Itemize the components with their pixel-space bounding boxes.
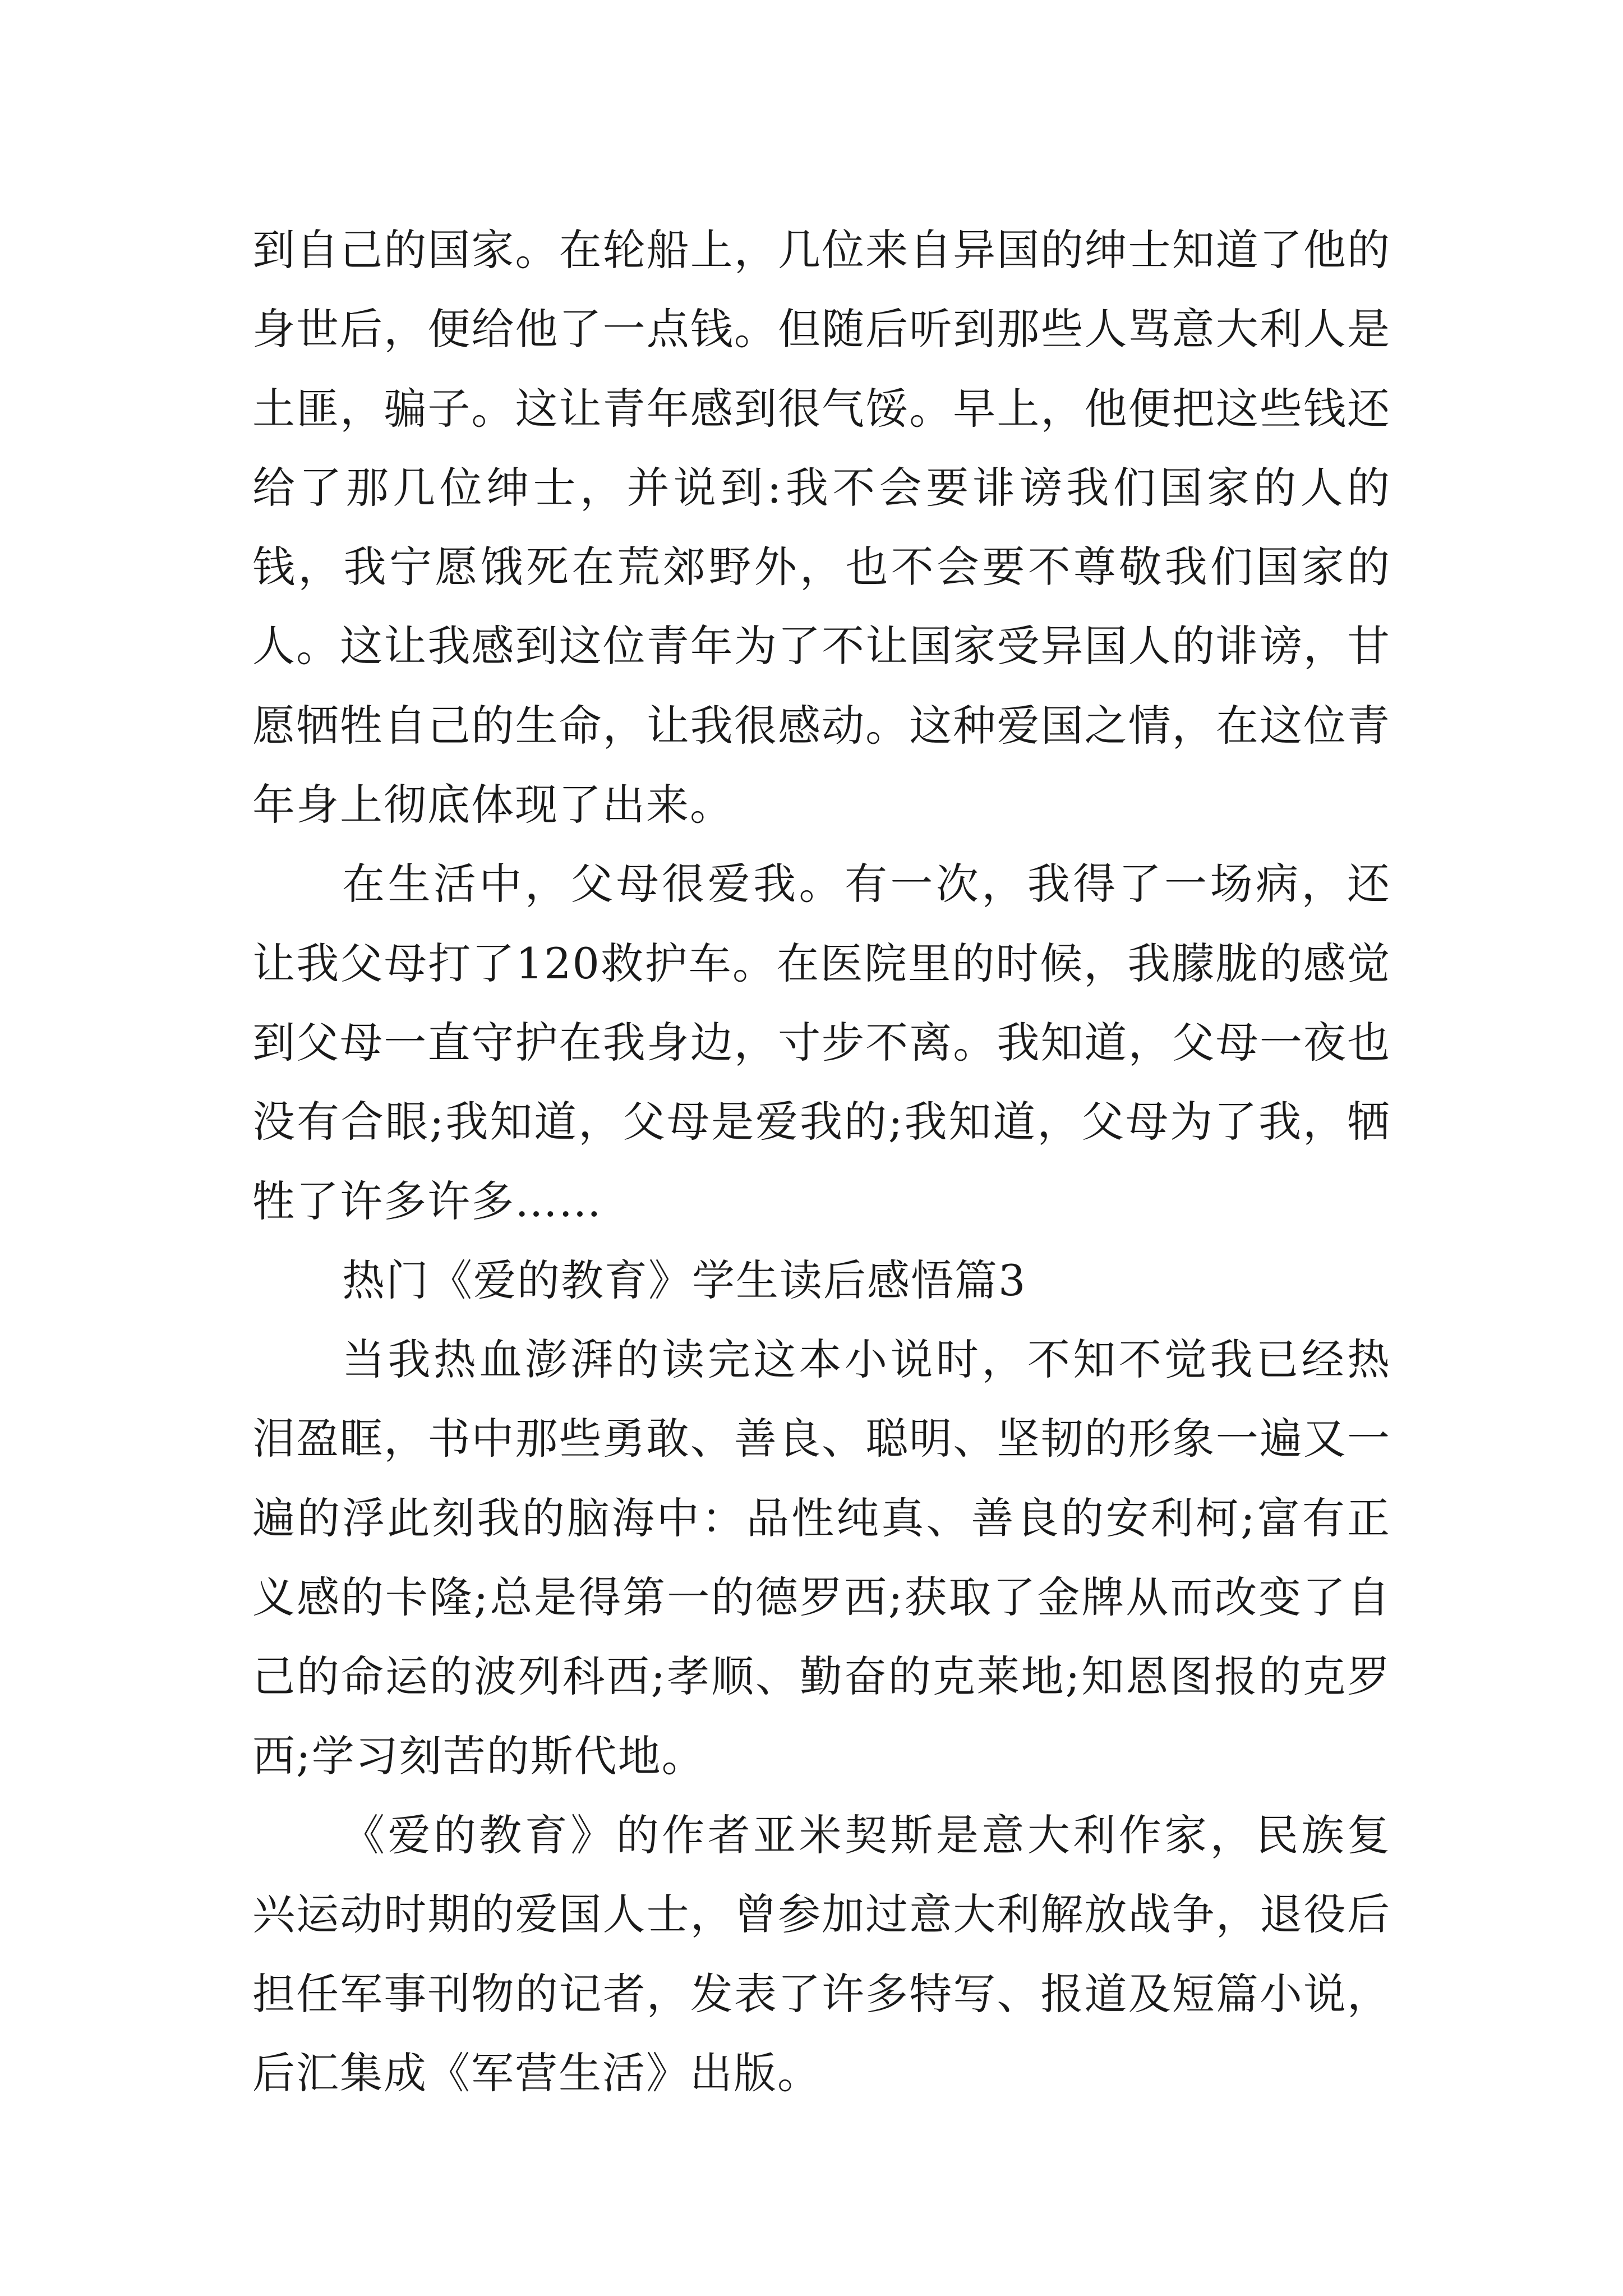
section-heading: 热门《爱的教育》学生读后感悟篇3 xyxy=(342,1255,1027,1305)
body-paragraph: 当我热血澎湃的读完这本小说时，不知不觉我已经热泪盈眶，书中那些勇敢、善良、聪明、坚韧的形象一遍又一遍的浮此刻我的脑海中：品性纯真、善良的安利柯;富有正义感的卡隆;总是得第一的德罗西;获取了金牌从而改变了自己的命运的波列科西;孝顺、勤奋的克莱地;知恩图报的克罗西;学习刻苦的斯代地。 xyxy=(252,1335,1391,1781)
body-paragraph: 到自己的国家。在轮船上，几位来自异国的绅士知道了他的身世后，便给他了一点钱。但随后听到那些人骂意大利人是土匪，骗子。这让青年感到很气馁。早上，他便把这些钱还给了那几位绅士，并说到:我不会要诽谤我们国家的人的钱，我宁愿饿死在荒郊野外，也不会要不尊敬我们国家的人。这让我感到这位青年为了不让国家受异国人的诽谤，甘愿牺牲自己的生命，让我很感动。这种爱国之情，在这位青年身上彻底体现了出来。 xyxy=(252,225,1391,830)
body-paragraph: 在生活中，父母很爱我。有一次，我得了一场病，还让我父母打了120救护车。在医院里的时候，我朦胧的感觉到父母一直守护在我身边，寸步不离。我知道，父母一夜也没有合眼;我知道，父母是爱我的;我知道，父母为了我，牺牲了许多许多…… xyxy=(252,859,1391,1226)
document-body xyxy=(252,210,1391,2113)
body-paragraph: 《爱的教育》的作者亚米契斯是意大利作家，民族复兴运动时期的爱国人士，曾参加过意大利解放战争，退役后担任军事刊物的记者，发表了许多特写、报道及短篇小说，后汇集成《军营生活》出版。 xyxy=(252,1810,1391,2098)
